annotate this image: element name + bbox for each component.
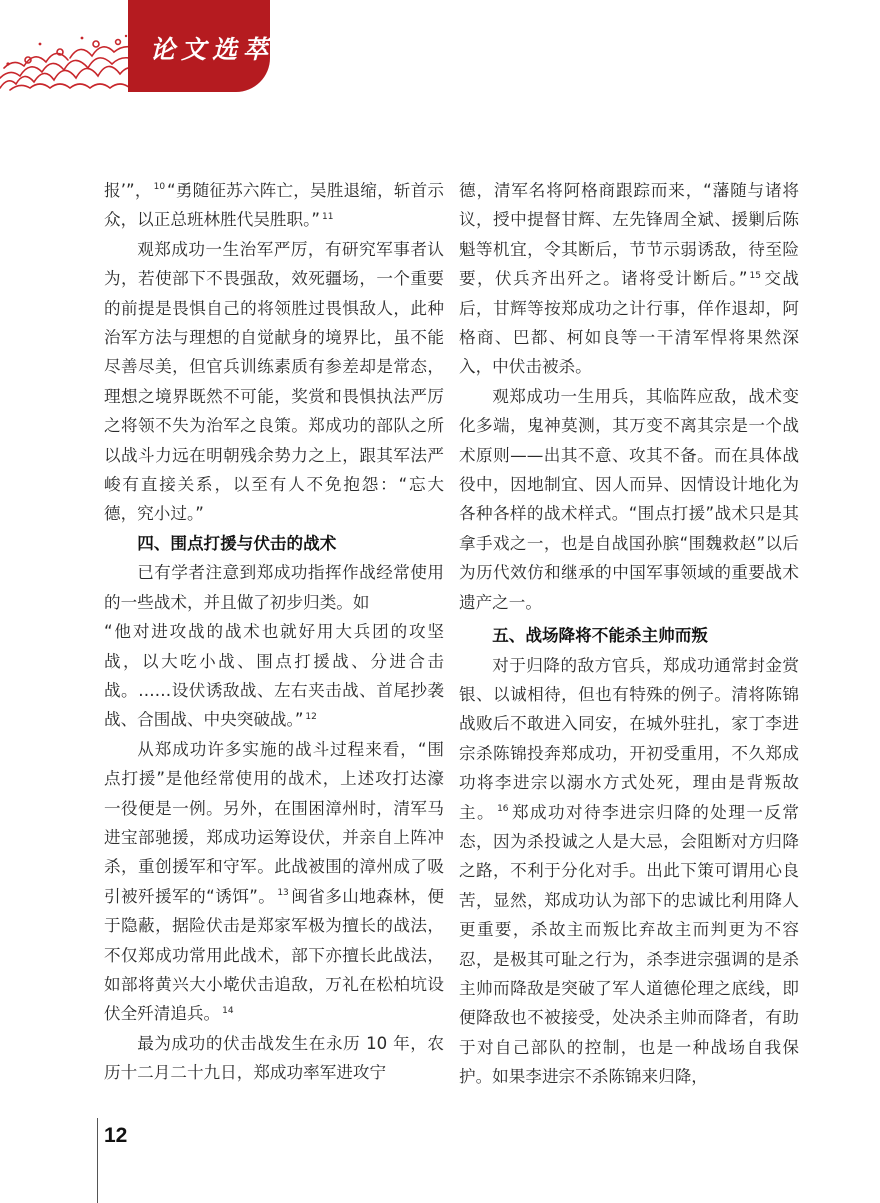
page-rule: [97, 1118, 98, 1203]
paragraph: [459, 176, 799, 382]
section-heading: 四、围点打援与伏击的战术: [137, 533, 337, 553]
paragraph-text: “勇随征苏六阵亡，吴胜退缩，斩首示众，以正总班林胜代吴胜职。”: [104, 181, 444, 230]
paragraph: [104, 617, 444, 735]
paragraph-text: “他对进攻战的战术也就好用大兵团的攻坚战，以大吃小战、围点打援战、分进合击战。……设伏诱敌战、左右夹击战、首尾抄袭战、合围战、中央突破战。”: [104, 622, 444, 730]
page-number: 12: [104, 1124, 128, 1147]
paragraph-text: 交战后，甘辉等按郑成功之计行事，佯作退却，阿格商、巴都、柯如良等一干清军悍将果然深入，中伏击被杀。: [459, 269, 800, 377]
paragraph-text: 对于归降的敌方官兵，郑成功通常封金赏银、以诚相待，但也有特殊的例子。清将陈锦战败后不敢进入同安，在城外驻扎，家丁李进宗杀陈锦投奔郑成功，开初受重用，不久郑成功将李进宗以溺水方式处死，理由是背叛故主。: [459, 655, 799, 822]
wave-pattern-icon: [0, 30, 136, 92]
footnote-ref: 14: [222, 1005, 234, 1016]
paragraph: [459, 651, 799, 1092]
section-heading: 五、战场降将不能杀主帅而叛: [492, 626, 708, 646]
right-column: [459, 176, 799, 1092]
paragraph-text: 从郑成功许多实施的战斗过程来看，“围点打援”是他经常使用的战术，上述攻打达濠一役便是一例。另外，在围困漳州时，清军马进宝部驰援，郑成功运筹设伏，并亲自上阵冲杀，重创援军和守军。此战被围的漳州成了吸引被歼援军的“诱饵”。: [104, 739, 444, 906]
paragraph: 观郑成功一生治军严厉，有研究军事者认为，若使部下不畏强敌，效死疆场，一个重要的前提是畏惧自己的将领胜过畏惧敌人，此种治军方法与理想的自觉献身的境界比，虽不能尽善尽美，但官兵训练素质有参差却是常态，理想之境界既然不可能，奖赏和畏惧执法严厉之将领不失为治军之良策。郑成功的部队之所以战斗力远在明朝残余势力之上，跟其军法严峻有直接关系，以至有人不免抱怨：“忘大德，究小过。”: [104, 239, 444, 524]
left-column: [104, 176, 444, 1088]
page-header: [0, 0, 275, 92]
paragraph: 最为成功的伏击战发生在永历 10 年，农历十二月二十九日，郑成功率军进攻宁: [104, 1033, 444, 1083]
paragraph: [104, 176, 444, 235]
paragraph: [104, 735, 444, 1029]
footnote-ref: 11: [322, 211, 334, 222]
paragraph: 已有学者注意到郑成功指挥作战经常使用的一些战术，并且做了初步归类。如: [104, 563, 444, 612]
paragraph-text: 闽省多山地森林，便于隐蔽，据险伏击是郑家军极为擅长的战法，不仅郑成功常用此战术，部下亦擅长此战法，如部将黄兴大小墘伏击追敌，万礼在松柏坑设伏全歼清追兵。: [104, 886, 445, 1024]
footnote-ref: 13: [277, 888, 289, 899]
footnote-ref: 12: [305, 711, 317, 722]
paragraph: 观郑成功一生用兵，其临阵应敌，战术变化多端，鬼神莫测，其万变不离其宗是一个战术原则——出其不意、攻其不备。而在具体战役中，因地制宜、因人而异、因情设计地化为各种各样的战术样式。“围点打援”战术只是其拿手戏之一，也是自战国孙膑“围魏救赵”以后为历代效仿和继承的中国军事领域的重要战术遗产之一。: [459, 386, 799, 612]
footnote-ref: 15: [749, 270, 761, 281]
footnote-ref: 10: [153, 182, 166, 193]
footnote-ref: 16: [497, 804, 509, 814]
section-title: 论文选萃: [150, 35, 275, 64]
paragraph-text: 德，清军名将阿格商跟踪而来，“藩随与诸将议，授中提督甘辉、左先锋周全斌、援剿后陈魁等机宜，令其断后，节节示弱诱敌，待至险要，伏兵齐出歼之。诸将受计断后。”: [459, 181, 799, 289]
paragraph-text: 郑成功对待李进宗归降的处理一反常态，因为杀投诚之人是大忌，会阻断对方归降之路，不利于分化对手。出此下策可谓用心良苦，显然，郑成功认为部下的忠诚比利用降人更重要，杀故主而叛比弃故主而判更为不容忍，是极其可耻之行为，杀李进宗强调的是杀主帅而降敌是突破了军人道德伦理之底线，即便降敌也不被接受，处决杀主帅而降者，有助于对自己部队的控制，也是一种战场自我保护。如果李进宗不杀陈锦来归降，: [459, 802, 800, 1087]
paragraph-text: 报’”，: [104, 181, 152, 200]
